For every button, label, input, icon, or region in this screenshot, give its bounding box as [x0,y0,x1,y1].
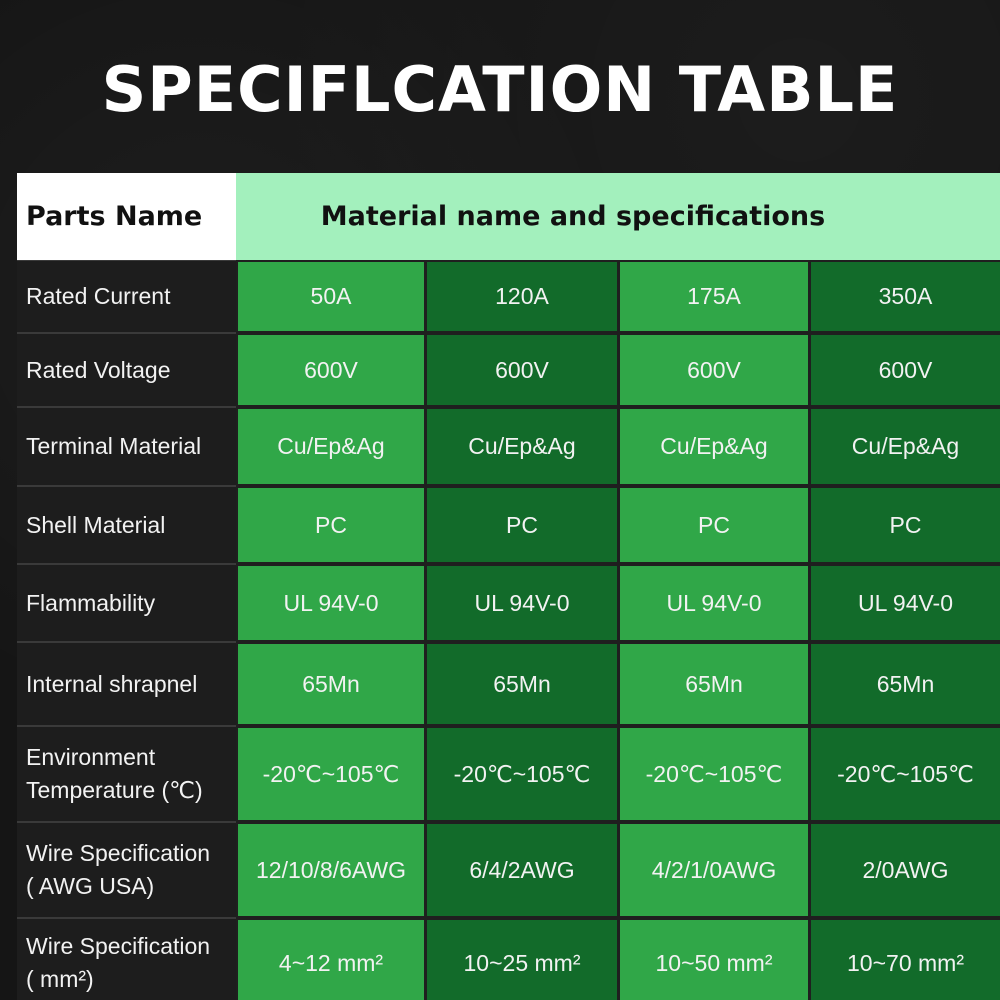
table-row [17,260,1000,333]
page-title: SPECIFLCATION TABLE [101,53,899,126]
spec-value-cell: Cu/Ep&Ag [427,407,617,486]
table-row [17,407,1000,486]
parts-name-cell [17,564,236,642]
parts-name-label: Rated Voltage [26,356,171,383]
spec-value-cell: PC [811,486,1000,564]
parts-name-cell [17,822,236,918]
spec-value-cell: 600V [427,333,617,407]
parts-name-label: Environment [26,744,156,770]
spec-value-cell: -20℃~105℃ [238,726,424,822]
parts-name-label: Wire Specification [26,840,211,866]
table-row [17,918,1000,1000]
spec-value-cell: PC [427,486,617,564]
spec-value-cell: 2/0AWG [811,822,1000,918]
spec-value-cell: 10~25 mm² [427,918,617,1000]
parts-name-label: Shell Material [26,511,166,538]
parts-name-label: Internal shrapnel [26,670,198,697]
spec-value-cell: 6/4/2AWG [427,822,617,918]
spec-value-cell: -20℃~105℃ [620,726,808,822]
parts-name-label: Rated Current [26,283,171,309]
header-material-name: Material name and specifications [236,173,1000,260]
spec-value-cell: 4~12 mm² [238,918,424,1000]
parts-name-cell [17,486,236,564]
parts-name-label: ( AWG USA) [26,873,155,899]
table-header-row [17,173,1000,260]
spec-value-cell: 350A [811,260,1000,333]
spec-value-cell: 600V [238,333,424,407]
spec-value-cell: UL 94V-0 [238,564,424,642]
spec-value-cell: 10~70 mm² [811,918,1000,1000]
spec-value-cell: PC [620,486,808,564]
parts-name-cell [17,642,236,726]
spec-value-cell: 120A [427,260,617,333]
header-parts-name: Parts Name [17,173,236,260]
spec-value-cell: Cu/Ep&Ag [811,407,1000,486]
spec-value-cell: 12/10/8/6AWG [238,822,424,918]
spec-value-cell: 10~50 mm² [620,918,808,1000]
spec-value-cell: UL 94V-0 [811,564,1000,642]
table-row [17,564,1000,642]
parts-name-label: Terminal Material [26,433,202,459]
spec-value-cell: 65Mn [427,642,617,726]
table-row [17,333,1000,407]
spec-value-cell: UL 94V-0 [620,564,808,642]
parts-name-label: ( mm²) [26,966,94,992]
spec-value-cell: -20℃~105℃ [811,726,1000,822]
spec-value-cell: 65Mn [238,642,424,726]
spec-value-cell: PC [238,486,424,564]
table-row [17,486,1000,564]
parts-name-cell [17,918,236,1000]
spec-value-cell: 175A [620,260,808,333]
spec-value-cell: 50A [238,260,424,333]
spec-value-cell: -20℃~105℃ [427,726,617,822]
spec-value-cell: 65Mn [811,642,1000,726]
parts-name-label: Temperature (℃) [26,777,203,803]
parts-name-cell [17,333,236,407]
parts-name-cell [17,726,236,822]
table-row [17,642,1000,726]
spec-value-cell: 600V [620,333,808,407]
spec-value-cell: 600V [811,333,1000,407]
spec-value-cell: 65Mn [620,642,808,726]
spec-value-cell: Cu/Ep&Ag [620,407,808,486]
spec-table [17,173,1000,1000]
parts-name-label: Wire Specification [26,933,211,959]
table-row [17,822,1000,918]
parts-name-cell [17,260,236,333]
parts-name-label: Flammability [26,589,156,616]
spec-value-cell: UL 94V-0 [427,564,617,642]
parts-name-cell [17,407,236,486]
spec-value-cell: Cu/Ep&Ag [238,407,424,486]
table-row [17,726,1000,822]
spec-value-cell: 4/2/1/0AWG [620,822,808,918]
